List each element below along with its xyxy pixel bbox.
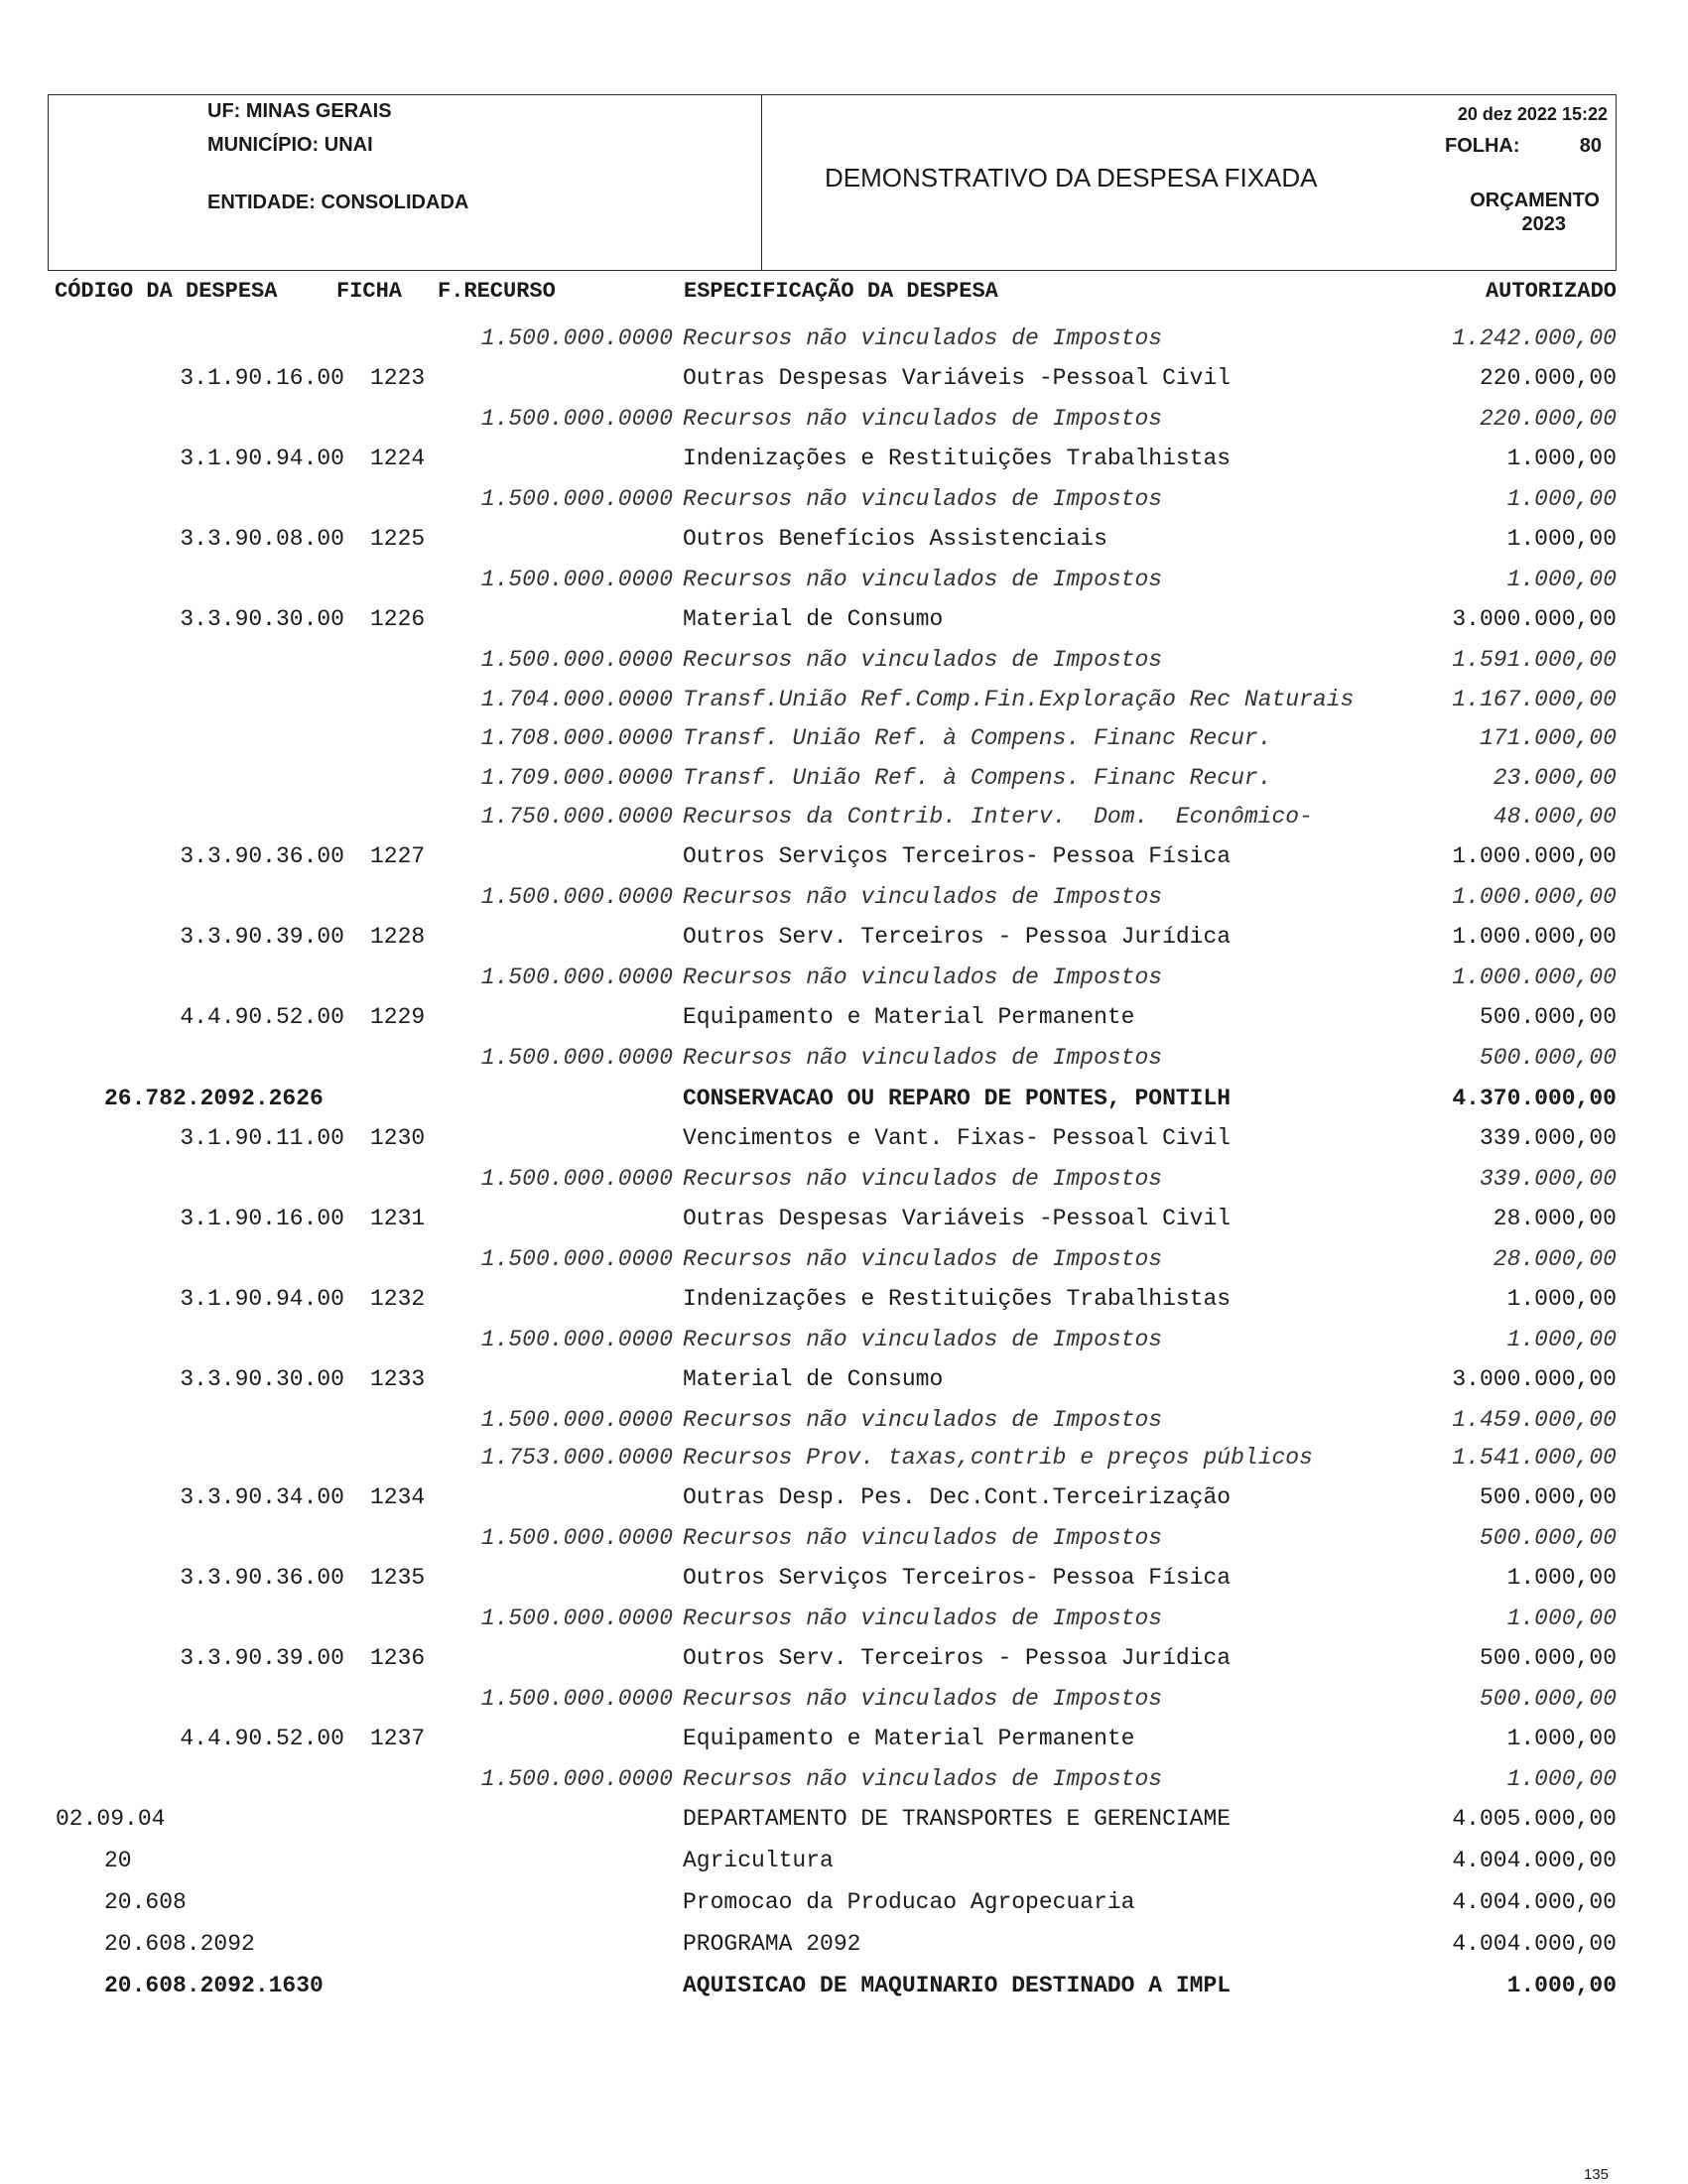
expense-code: 3.1.90.16.00 — [180, 365, 344, 391]
ficha-number: 1228 — [370, 924, 426, 950]
authorized-value: 339.000,00 — [1479, 1125, 1617, 1151]
authorized-value: 3.000.000,00 — [1452, 1366, 1617, 1392]
expense-description: Equipamento e Material Permanente — [683, 1004, 1135, 1030]
resource-row — [0, 1162, 1688, 1196]
authorized-value: 4.004.000,00 — [1452, 1889, 1617, 1915]
municipio-label: MUNICÍPIO: UNAI — [207, 134, 373, 156]
expense-code: 20.608 — [104, 1889, 187, 1915]
resource-row — [0, 643, 1688, 677]
resource-row — [0, 721, 1688, 755]
resource-code: 1.708.000.0000 — [480, 725, 673, 751]
ficha-number: 1225 — [370, 526, 426, 552]
column-header-recurso: F.RECURSO — [438, 279, 556, 304]
resource-row — [0, 402, 1688, 436]
resource-code: 1.500.000.0000 — [480, 325, 673, 351]
ficha-number: 1226 — [370, 606, 426, 632]
resource-row — [0, 1041, 1688, 1075]
expense-description: Outras Desp. Pes. Dec.Cont.Terceirização — [683, 1484, 1232, 1510]
expense-row — [0, 1641, 1688, 1675]
expense-code: 20 — [104, 1848, 132, 1873]
expense-code: 3.3.90.36.00 — [180, 843, 344, 869]
authorized-value: 171.000,00 — [1479, 725, 1617, 751]
expense-code: 3.3.90.34.00 — [180, 1484, 344, 1510]
expense-description: Outros Serv. Terceiros - Pessoa Jurídica — [683, 1645, 1232, 1671]
expense-description: Outros Serviços Terceiros- Pessoa Física — [683, 843, 1232, 869]
expense-description: Equipamento e Material Permanente — [683, 1726, 1135, 1751]
authorized-value: 1.000,00 — [1506, 446, 1617, 471]
expense-code: 26.782.2092.2626 — [104, 1086, 324, 1111]
ficha-number: 1227 — [370, 843, 426, 869]
expense-code: 20.608.2092 — [104, 1931, 255, 1957]
resource-code: 1.500.000.0000 — [480, 1606, 673, 1631]
folha-number: 80 — [1579, 135, 1602, 157]
authorized-value: 4.005.000,00 — [1452, 1806, 1617, 1832]
resource-row — [0, 1521, 1688, 1555]
expense-code: 3.1.90.94.00 — [180, 1286, 344, 1312]
expense-description: Recursos não vinculados de Impostos — [683, 1525, 1163, 1551]
expense-description: Transf.União Ref.Comp.Fin.Exploração Rec Naturais — [683, 687, 1355, 712]
expense-description: Outras Despesas Variáveis -Pessoal Civil — [683, 365, 1232, 391]
column-header-autorizado: AUTORIZADO — [1485, 279, 1617, 304]
authorized-value: 1.000.000,00 — [1452, 964, 1617, 990]
expense-description: Recursos não vinculados de Impostos — [683, 406, 1163, 432]
resource-row — [0, 1323, 1688, 1356]
project-row — [0, 1969, 1688, 2002]
expense-description: Recursos não vinculados de Impostos — [683, 1407, 1163, 1433]
ficha-number: 1229 — [370, 1004, 426, 1030]
ficha-number: 1224 — [370, 446, 426, 471]
resource-code: 1.753.000.0000 — [480, 1445, 673, 1471]
expense-description: Recursos não vinculados de Impostos — [683, 964, 1163, 990]
authorized-value: 1.459.000,00 — [1452, 1407, 1617, 1433]
resource-row — [0, 1682, 1688, 1716]
expense-row — [0, 1561, 1688, 1595]
expense-description: Transf. União Ref. à Compens. Financ Recur. — [683, 725, 1272, 751]
resource-code: 1.750.000.0000 — [480, 804, 673, 830]
expense-code: 3.3.90.39.00 — [180, 1645, 344, 1671]
expense-description: Recursos não vinculados de Impostos — [683, 1686, 1163, 1712]
resource-row — [0, 1242, 1688, 1276]
authorized-value: 500.000,00 — [1479, 1004, 1617, 1030]
resource-code: 1.500.000.0000 — [480, 1525, 673, 1551]
report-datetime: 20 dez 2022 15:22 — [1457, 104, 1608, 124]
expense-code: 4.4.90.52.00 — [180, 1004, 344, 1030]
project-row — [0, 1082, 1688, 1115]
expense-description: AQUISICAO DE MAQUINARIO DESTINADO A IMPL — [683, 1973, 1232, 1998]
expense-description: Recursos não vinculados de Impostos — [683, 1766, 1163, 1792]
expense-row — [0, 920, 1688, 954]
authorized-value: 220.000,00 — [1479, 365, 1617, 391]
authorized-value: 1.000,00 — [1506, 1606, 1617, 1631]
column-header-ficha: FICHA — [336, 279, 403, 304]
expense-description: PROGRAMA 2092 — [683, 1931, 861, 1957]
resource-row — [0, 1441, 1688, 1475]
group-row — [0, 1844, 1688, 1877]
expense-row — [0, 839, 1688, 873]
expense-description: CONSERVACAO OU REPARO DE PONTES, PONTILH — [683, 1086, 1232, 1111]
ficha-number: 1233 — [370, 1366, 426, 1392]
expense-code: 3.3.90.39.00 — [180, 924, 344, 950]
authorized-value: 1.000.000,00 — [1452, 843, 1617, 869]
expense-description: Promocao da Producao Agropecuaria — [683, 1889, 1135, 1915]
expense-row — [0, 442, 1688, 475]
uf-label: UF: MINAS GERAIS — [207, 100, 392, 122]
expense-description: Vencimentos e Vant. Fixas- Pessoal Civil — [683, 1125, 1232, 1151]
authorized-value: 500.000,00 — [1479, 1645, 1617, 1671]
expense-row — [0, 1362, 1688, 1396]
ficha-number: 1234 — [370, 1484, 426, 1510]
group-row — [0, 1802, 1688, 1836]
resource-code: 1.500.000.0000 — [480, 1766, 673, 1792]
authorized-value: 500.000,00 — [1479, 1045, 1617, 1071]
expense-code: 3.3.90.08.00 — [180, 526, 344, 552]
expense-description: Recursos não vinculados de Impostos — [683, 567, 1163, 592]
expense-code: 3.3.90.30.00 — [180, 606, 344, 632]
orcamento-label: ORÇAMENTO — [1470, 190, 1600, 211]
resource-row — [0, 961, 1688, 994]
resource-code: 1.500.000.0000 — [480, 1407, 673, 1433]
expense-description: Transf. União Ref. à Compens. Financ Recur. — [683, 765, 1272, 791]
folha-label: FOLHA: — [1445, 135, 1520, 157]
expense-description: Recursos não vinculados de Impostos — [683, 486, 1163, 512]
resource-code: 1.500.000.0000 — [480, 567, 673, 592]
expense-code: 3.3.90.36.00 — [180, 1565, 344, 1591]
resource-code: 1.500.000.0000 — [480, 884, 673, 910]
authorized-value: 220.000,00 — [1479, 406, 1617, 432]
expense-description: Recursos não vinculados de Impostos — [683, 884, 1163, 910]
resource-code: 1.500.000.0000 — [480, 1045, 673, 1071]
resource-row — [0, 321, 1688, 355]
authorized-value: 1.591.000,00 — [1452, 647, 1617, 673]
expense-description: Agricultura — [683, 1848, 834, 1873]
authorized-value: 4.004.000,00 — [1452, 1848, 1617, 1873]
authorized-value: 1.000,00 — [1506, 1286, 1617, 1312]
authorized-value: 1.167.000,00 — [1452, 687, 1617, 712]
group-row — [0, 1927, 1688, 1961]
expense-description: Material de Consumo — [683, 606, 944, 632]
resource-row — [0, 800, 1688, 834]
ficha-number: 1237 — [370, 1726, 426, 1751]
expense-code: 3.3.90.30.00 — [180, 1366, 344, 1392]
authorized-value: 28.000,00 — [1493, 1206, 1617, 1231]
authorized-value: 1.000,00 — [1506, 1766, 1617, 1792]
authorized-value: 1.000.000,00 — [1452, 924, 1617, 950]
expense-description: Outros Benefícios Assistenciais — [683, 526, 1107, 552]
resource-code: 1.500.000.0000 — [480, 1686, 673, 1712]
group-row — [0, 1885, 1688, 1919]
ficha-number: 1235 — [370, 1565, 426, 1591]
authorized-value: 1.242.000,00 — [1452, 325, 1617, 351]
resource-code: 1.704.000.0000 — [480, 687, 673, 712]
expense-row — [0, 1282, 1688, 1316]
expense-code: 3.1.90.94.00 — [180, 446, 344, 471]
expense-description: Outros Serviços Terceiros- Pessoa Física — [683, 1565, 1232, 1591]
resource-code: 1.500.000.0000 — [480, 406, 673, 432]
resource-row — [0, 1602, 1688, 1635]
resource-row — [0, 1403, 1688, 1437]
resource-code: 1.500.000.0000 — [480, 1327, 673, 1352]
expense-description: Recursos não vinculados de Impostos — [683, 1166, 1163, 1192]
resource-code: 1.500.000.0000 — [480, 964, 673, 990]
resource-row — [0, 1762, 1688, 1796]
ficha-number: 1223 — [370, 365, 426, 391]
report-title: DEMONSTRATIVO DA DESPESA FIXADA — [825, 163, 1318, 193]
resource-code: 1.500.000.0000 — [480, 1166, 673, 1192]
expense-row — [0, 361, 1688, 395]
expense-description: Recursos Prov. taxas,contrib e preços públicos — [683, 1445, 1313, 1471]
ficha-number: 1231 — [370, 1206, 426, 1231]
expense-code: 3.1.90.16.00 — [180, 1206, 344, 1231]
expense-description: Recursos não vinculados de Impostos — [683, 1045, 1163, 1071]
ficha-number: 1236 — [370, 1645, 426, 1671]
expense-description: Recursos não vinculados de Impostos — [683, 647, 1163, 673]
expense-row — [0, 602, 1688, 636]
expense-code: 02.09.04 — [56, 1806, 166, 1832]
expense-description: Outras Despesas Variáveis -Pessoal Civil — [683, 1206, 1232, 1231]
authorized-value: 1.541.000,00 — [1452, 1445, 1617, 1471]
authorized-value: 1.000,00 — [1506, 567, 1617, 592]
authorized-value: 339.000,00 — [1479, 1166, 1617, 1192]
expense-description: Outros Serv. Terceiros - Pessoa Jurídica — [683, 924, 1232, 950]
authorized-value: 1.000,00 — [1506, 1726, 1617, 1751]
authorized-value: 500.000,00 — [1479, 1525, 1617, 1551]
expense-row — [0, 1202, 1688, 1235]
orcamento-year: 2023 — [1521, 213, 1566, 235]
expense-description: Indenizações e Restituições Trabalhistas — [683, 1286, 1232, 1312]
authorized-value: 1.000.000,00 — [1452, 884, 1617, 910]
authorized-value: 48.000,00 — [1493, 804, 1617, 830]
ficha-number: 1230 — [370, 1125, 426, 1151]
expense-description: Recursos da Contrib. Interv. Dom. Econômico- — [683, 804, 1313, 830]
expense-description: Recursos não vinculados de Impostos — [683, 1246, 1163, 1272]
resource-row — [0, 880, 1688, 914]
authorized-value: 1.000,00 — [1506, 486, 1617, 512]
expense-row — [0, 1722, 1688, 1755]
authorized-value: 500.000,00 — [1479, 1484, 1617, 1510]
authorized-value: 1.000,00 — [1506, 1327, 1617, 1352]
expense-description: Indenizações e Restituições Trabalhistas — [683, 446, 1232, 471]
authorized-value: 1.000,00 — [1506, 1973, 1617, 1998]
authorized-value: 500.000,00 — [1479, 1686, 1617, 1712]
expense-description: Recursos não vinculados de Impostos — [683, 1606, 1163, 1631]
resource-code: 1.500.000.0000 — [480, 1246, 673, 1272]
authorized-value: 1.000,00 — [1506, 526, 1617, 552]
expense-row — [0, 1000, 1688, 1034]
column-header-codigo: CÓDIGO DA DESPESA — [55, 279, 278, 304]
authorized-value: 1.000,00 — [1506, 1565, 1617, 1591]
column-header-especificacao: ESPECIFICAÇÃO DA DESPESA — [684, 279, 998, 304]
authorized-value: 3.000.000,00 — [1452, 606, 1617, 632]
expense-row — [0, 1121, 1688, 1155]
resource-row — [0, 563, 1688, 596]
expense-row — [0, 522, 1688, 556]
resource-row — [0, 683, 1688, 716]
expense-code: 3.1.90.11.00 — [180, 1125, 344, 1151]
expense-row — [0, 1480, 1688, 1514]
entidade-label: ENTIDADE: CONSOLIDADA — [207, 192, 469, 213]
resource-row — [0, 761, 1688, 795]
expense-description: Recursos não vinculados de Impostos — [683, 325, 1163, 351]
authorized-value: 4.370.000,00 — [1452, 1086, 1617, 1111]
expense-description: Recursos não vinculados de Impostos — [683, 1327, 1163, 1352]
page-number: 135 — [1583, 2166, 1609, 2183]
resource-code: 1.500.000.0000 — [480, 486, 673, 512]
expense-code: 20.608.2092.1630 — [104, 1973, 324, 1998]
expense-description: DEPARTAMENTO DE TRANSPORTES E GERENCIAME — [683, 1806, 1232, 1832]
authorized-value: 28.000,00 — [1493, 1246, 1617, 1272]
resource-code: 1.709.000.0000 — [480, 765, 673, 791]
resource-row — [0, 482, 1688, 516]
authorized-value: 23.000,00 — [1493, 765, 1617, 791]
resource-code: 1.500.000.0000 — [480, 647, 673, 673]
ficha-number: 1232 — [370, 1286, 426, 1312]
expense-description: Material de Consumo — [683, 1366, 944, 1392]
expense-code: 4.4.90.52.00 — [180, 1726, 344, 1751]
authorized-value: 4.004.000,00 — [1452, 1931, 1617, 1957]
